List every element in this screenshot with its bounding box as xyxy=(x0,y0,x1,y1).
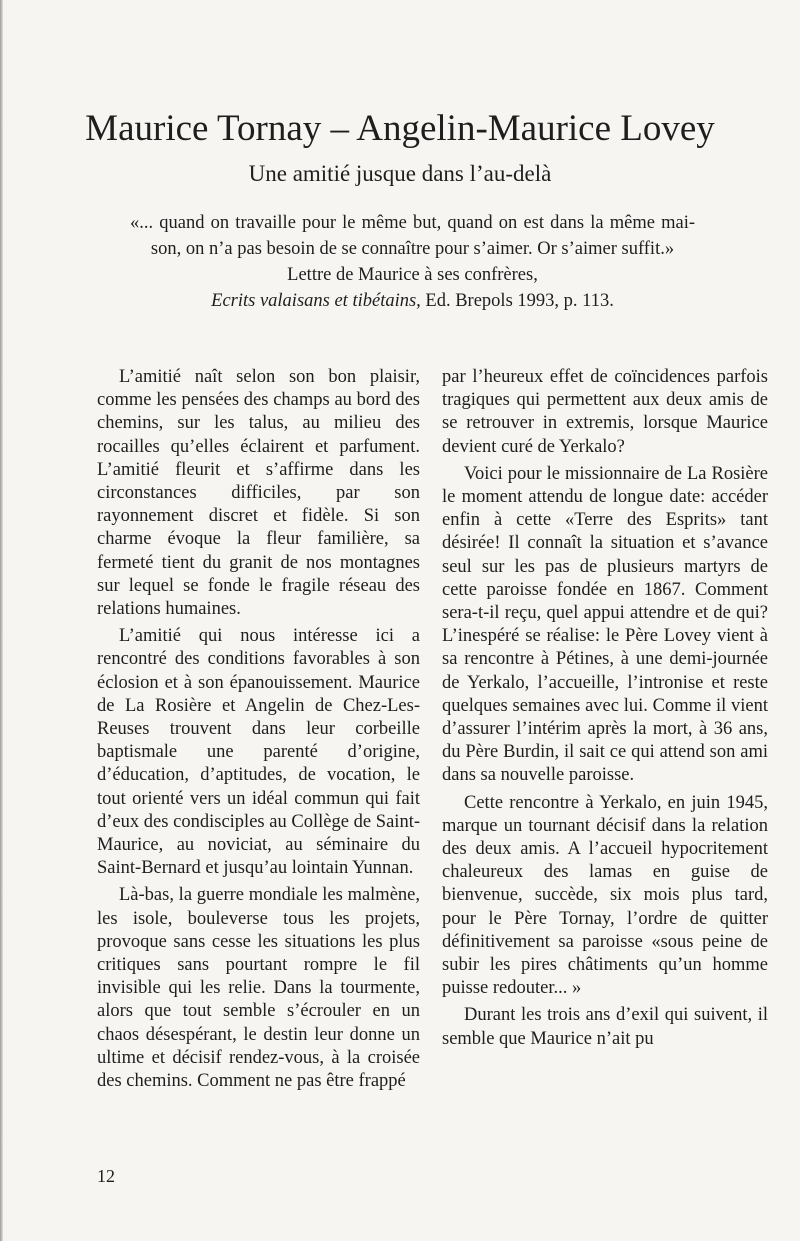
paragraph: Durant les trois ans d’exil qui suivent, il semble que Maurice n’ait pu xyxy=(442,1005,768,1049)
paragraph: L’amitié qui nous intéresse ici a rencontré des conditions favorables à son éclosion et à son épanouissement. Maurice de La Rosière et Angelin de Chez-Les-Reuses trouvent dans leur corbeille baptismale une parenté d’origine, d’éducation, d’aptitudes, de vocation, le tout orienté vers un idéal commun qui fait d’eux des condisciples au Collège de Saint-Maurice, au noviciat, au séminaire du Saint-Bernard et jusqu’au lointain Yunnan. xyxy=(97,626,420,879)
epigraph-reference xyxy=(130,288,695,314)
epigraph-quote-line-1: «... quand on travaille pour le même but, quand on est dans la même mai- xyxy=(130,213,695,233)
paragraph-continued: par l’heureux effet de coïncidences parfois tragiques qui permettent aux deux amis de se retrouver in extremis, lorsque Maurice devient curé de Yerkalo? xyxy=(442,367,768,457)
epigraph-work-title: Ecrits valaisans et tibétains, xyxy=(211,291,421,311)
paragraph: Là-bas, la guerre mondiale les malmène, les isole, bouleverse tous les projets, provoque sans cesse les situations les plus critiques sans pourtant rompre le fil invisible qui les relie. Dans la tourmente, alors que tout semble s’écrouler en un chaos désespérant, le destin leur donne un ultime et décisif rendez-vous, à la croisée des chemins. Comment ne pas être frappé xyxy=(97,885,420,1092)
page-number: 12 xyxy=(97,1166,115,1186)
epigraph-source: Lettre de Maurice à ses confrères, xyxy=(287,265,538,285)
epigraph xyxy=(130,210,695,314)
left-column xyxy=(97,366,420,1097)
article-title: Maurice Tornay – Angelin-Maurice Lovey xyxy=(85,108,715,149)
epigraph-edition: Ed. Brepols 1993, p. 113. xyxy=(420,291,614,311)
paragraph: Voici pour le missionnaire de La Rosière le moment attendu de longue date: accéder enfin à cette «Terre des Esprits» tant désirée! Il connaît la situation et s’avance seul sur les pas de plusieurs martyrs de cette paroisse fondée en 1867. Comment sera-t-il reçu, quel appui attendre et de qui? L’inespéré se réalise: le Père Lovey vient à sa rencontre à Pétines, à une demi-journée de Yerkalo, l’accueille, l’intronise et reste quelques semaines avec lui. Comme il vient d’assurer l’intérim après la mort, à 36 ans, du Père Burdin, il sait ce qui attend son ami dans sa nouvelle paroisse. xyxy=(442,463,768,786)
paragraph: Cette rencontre à Yerkalo, en juin 1945, marque un tournant décisif dans la relation des deux amis. A l’accueil hypocritement chaleureux des lamas en guise de bienvenue, succède, six mois plus tard, pour le Père Tornay, l’ordre de quitter définitivement sa paroisse «sous peine de subir les pires châtiments qu’un homme puisse redouter... » xyxy=(442,792,768,999)
paragraph: L’amitié naît selon son bon plaisir, comme les pensées des champs au bord des chemins, sur les talus, au milieu des rocailles qu’elles éclairent et parfument. L’amitié fleurit et s’affirme dans les circonstances difficiles, par son rayonnement discret et fidèle. Si son charme évoque la fleur familière, sa fermeté tient du granit de nos montagnes sur lequel se fonde le fragile réseau des relations humaines. xyxy=(97,367,420,620)
article-subtitle: Une amitié jusque dans l’au-delà xyxy=(248,161,552,186)
right-column xyxy=(442,366,768,1055)
epigraph-quote-line-2: son, on n’a pas besoin de se connaître pour s’aimer. Or s’aimer suffit.» xyxy=(150,239,675,259)
